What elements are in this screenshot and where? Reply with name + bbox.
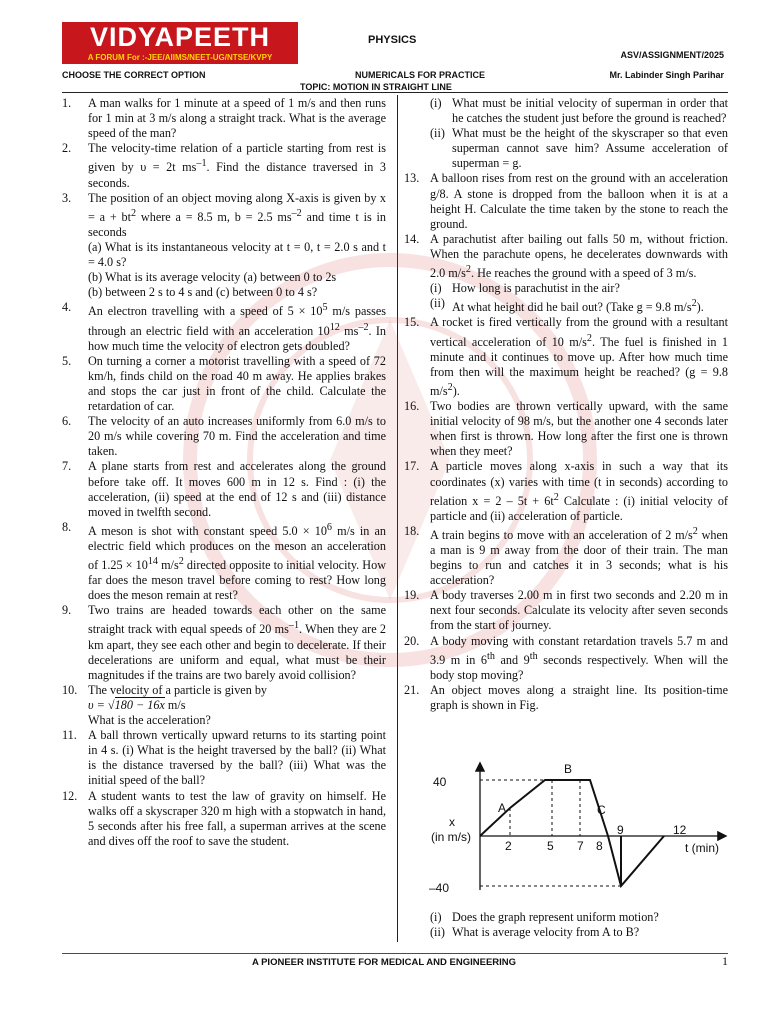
superscript: 2 xyxy=(586,332,592,344)
question-part-a: (a) What is its instantaneous velocity at t = 0, t = 2.0 s and t = 4.0 s? xyxy=(88,239,386,270)
question-number: 3. xyxy=(62,190,72,205)
superscript: 14 xyxy=(147,556,158,568)
question-10 xyxy=(62,683,386,698)
question-21-parts xyxy=(404,910,728,940)
question-number: 13. xyxy=(404,171,420,186)
question-text: A rocket is fired vertically from the ground with a resultant vertical acceleration of 10 m/s xyxy=(430,315,728,349)
question-21-part-ii: (ii) What is average velocity from A to B? xyxy=(430,925,640,940)
question-16 xyxy=(404,399,728,459)
logo-title: VIDYAPEETH xyxy=(62,22,298,52)
question-2 xyxy=(62,141,386,190)
question-17 xyxy=(404,459,728,523)
question-20 xyxy=(404,634,728,683)
left-column xyxy=(62,96,386,849)
header-rule xyxy=(62,92,728,93)
question-text: A body moving with constant retardation travels 5.7 m and 3.9 m in 6 xyxy=(430,633,728,667)
question-7 xyxy=(62,459,386,519)
question-text: A particle moves along x-axis in such a way that its coordinates (x) varies with time (t in seconds) according to relation x = 2 – 5t + 6t xyxy=(430,459,728,508)
question-text: An electron travelling with a speed of 5 × 10 xyxy=(88,304,323,319)
question-text: How long is parachutist in the air? xyxy=(452,281,620,296)
x-tick-8: 8 xyxy=(596,839,603,853)
question-text: m/s in an electric field which produces on the meson an acceleration of 1.25 × 10 xyxy=(88,523,386,573)
question-number: 14. xyxy=(404,231,420,246)
question-9 xyxy=(62,603,386,683)
question-text: A balloon rises from rest on the ground with an acceleration g/8. A stone is dropped from the balloon when it is at a height H. Calculate the time taken by the stone to reach the ground. xyxy=(430,171,728,231)
question-number: 10. xyxy=(62,682,78,697)
question-11 xyxy=(62,728,386,788)
question-text: and time t is in seconds xyxy=(88,209,386,239)
x-tick-7: 7 xyxy=(577,839,584,853)
question-text: ms xyxy=(339,323,359,338)
question-text: What must be initial velocity of superman in order that he catches the student just before the ground is reached? xyxy=(452,96,728,126)
subject-title: PHYSICS xyxy=(368,34,417,46)
question-number: 2. xyxy=(62,141,72,156)
question-3 xyxy=(62,191,386,301)
superscript: 2 xyxy=(131,207,137,219)
question-12 xyxy=(62,789,386,849)
x-tick-5: 5 xyxy=(547,839,554,853)
superscript: th xyxy=(529,650,538,662)
question-10-ask xyxy=(62,713,386,728)
formula-radicand: 180 − 16x xyxy=(114,698,165,712)
question-18 xyxy=(404,524,728,588)
question-14-part-i: (i) How long is parachutist in the air? xyxy=(430,281,620,296)
question-text: A parachutist after bailing out falls 50 m, without friction. When the parachute opens, he decelerates downwards with 2.0 m/s xyxy=(430,231,728,281)
question-number: 21. xyxy=(404,682,420,697)
superscript: 12 xyxy=(329,321,340,333)
question-text: when a man is 9 m away from the door of their train. The man begins to run and catches it in 3 seconds; what is his acceleration? xyxy=(430,527,728,588)
superscript: –2 xyxy=(291,207,302,219)
y-tick-minus-40: –40 xyxy=(429,881,450,895)
superscript: 2 xyxy=(447,381,453,393)
question-number: 7. xyxy=(62,459,72,474)
x-tick-12: 12 xyxy=(673,823,687,837)
x-tick-9: 9 xyxy=(617,823,624,837)
question-text: where a = 8.5 m, b = 2.5 ms xyxy=(136,209,292,224)
footer-tagline: A PIONEER INSTITUTE FOR MEDICAL AND ENGINEERING xyxy=(251,957,517,968)
superscript: –1 xyxy=(196,158,207,170)
question-number: 17. xyxy=(404,459,420,474)
formula-unit: m/s xyxy=(164,698,186,712)
y-tick-40: 40 xyxy=(433,775,447,789)
question-text: and 9 xyxy=(494,652,530,667)
question-12-part-ii: (ii) What must be the height of the skyscraper so that even superman cannot save him? Assume acceleration of superman = g. xyxy=(430,126,728,171)
question-number: 16. xyxy=(404,399,420,414)
x-axis-label: t (min) xyxy=(685,841,719,855)
question-text: ). xyxy=(696,300,704,315)
question-14 xyxy=(404,232,728,316)
question-number: 6. xyxy=(62,414,72,429)
point-label-c: C xyxy=(597,803,606,817)
question-text: The velocity of an auto increases uniformly from 6.0 m/s to 20 m/s while covering 70 m. Find the acceleration and time taken. xyxy=(88,414,386,459)
question-text: A meson is shot with constant speed 5.0 × 10 xyxy=(88,523,327,538)
question-text: Two trains are headed towards each other on the same straight track with equal speeds of 20 ms xyxy=(88,603,386,637)
y-axis-label: x xyxy=(449,815,455,829)
question-text: . Find the distance traversed in 3 seconds. xyxy=(88,160,386,190)
question-text: Calculate : (i) initial velocity of particle and (ii) acceleration of particle. xyxy=(430,493,728,523)
superscript: 2 xyxy=(692,525,698,537)
question-text: What is average velocity from A to B? xyxy=(452,925,640,940)
question-21-part-i: (i) Does the graph represent uniform motion? xyxy=(430,910,659,924)
footer-rule xyxy=(62,953,728,954)
superscript: 2 xyxy=(691,298,697,310)
question-21 xyxy=(404,683,728,713)
topic-title: TOPIC: MOTION IN STRAIGHT LINE xyxy=(300,82,452,92)
question-number: 1. xyxy=(62,96,72,110)
question-text: seconds respectively. When will the body stop moving? xyxy=(430,652,728,682)
question-number: 18. xyxy=(404,523,420,538)
question-5 xyxy=(62,354,386,414)
question-text: A body traverses 2.00 m in first two seconds and 2.20 m in next four seconds. Calculate its velocity after seven seconds from the start of journey. xyxy=(430,588,728,633)
question-text: Does the graph represent uniform motion? xyxy=(452,910,659,924)
question-text: A plane starts from rest and accelerates along the ground before take off. It moves 600 m in 12 s. Find : (i) the acceleration, (ii) speed at the end of 12 s and (iii) distance moved in twelfth second. xyxy=(88,459,386,519)
question-number: 4. xyxy=(62,300,72,315)
question-number: 20. xyxy=(404,633,420,648)
question-text: An object moves along a straight line. Its position-time graph is shown in Fig. xyxy=(430,682,728,712)
formula-lhs: υ = xyxy=(88,698,108,712)
question-number: 19. xyxy=(404,588,420,603)
question-number: 11. xyxy=(62,728,77,743)
position-time-graph xyxy=(425,760,730,902)
question-part-c: (b) between 2 s to 4 s and (c) between 0 to 4 s? xyxy=(88,285,318,300)
question-text: A man walks for 1 minute at a speed of 1 m/s and then runs for 1 min at 3 m/s along a straight track. What is the average speed of the man? xyxy=(88,96,386,141)
right-column xyxy=(404,96,728,713)
superscript: 2 xyxy=(465,264,471,276)
question-text: . In how much time the velocity of electron gets doubled? xyxy=(88,323,386,353)
question-6 xyxy=(62,414,386,459)
question-4 xyxy=(62,300,386,353)
question-text: A student wants to test the law of gravity on himself. He walks off a skyscraper 320 m high with a stopwatch in hand, 5 seconds after his free fall, a superman arrives at the scene and dives off the roof to save the student. xyxy=(88,788,386,848)
question-19 xyxy=(404,588,728,633)
question-text: The position of an object moving along X-axis is given by x = a + bt xyxy=(88,190,386,224)
question-text: At what height did he bail out? (Take g = 9.8 m/s xyxy=(452,300,692,315)
teacher-name: Mr. Labinder Singh Parihar xyxy=(609,70,724,80)
question-8 xyxy=(62,520,386,604)
question-14-part-ii: (ii) At what height did he bail out? (Take g = 9.8 $m/s^2$). xyxy=(430,296,704,315)
instruction-label: CHOOSE THE CORRECT OPTION xyxy=(62,70,206,80)
page-number: 1 xyxy=(722,954,728,968)
question-text: A ball thrown vertically upward returns to its starting point in 4 s. (i) What is the height traversed by the ball? (ii) What is the distance traversed by the ball? (iii) What was the initial speed of the ball? xyxy=(88,728,386,788)
question-text: m/s xyxy=(157,558,179,573)
point-label-a: A xyxy=(498,801,507,815)
question-text: m/s passes through an electric field with an acceleration 10 xyxy=(88,304,386,338)
superscript: –1 xyxy=(288,620,300,632)
question-number: 8. xyxy=(62,519,72,534)
question-text: The velocity-time relation of a particle starting from rest is given by υ = 2t ms xyxy=(88,141,386,175)
question-13 xyxy=(404,171,728,231)
superscript: th xyxy=(487,650,495,662)
velocity-formula: υ = √180 − 16x m/s xyxy=(88,698,186,712)
question-number: 5. xyxy=(62,353,72,368)
question-12-part-i: (i) What must be initial velocity of superman in order that he catches the student just before the ground is reached? xyxy=(430,96,728,126)
question-text: On turning a corner a motorist travelling with a speed of 72 km/h, finds child on the road 40 m away. He applies brakes and stops the car just in front of the child. Calculate the retardation of car. xyxy=(88,353,386,414)
question-text: The velocity of a particle is given by xyxy=(88,682,268,697)
point-label-b: B xyxy=(564,762,573,776)
question-text: Two bodies are thrown vertically upward, with the same initial velocity of 98 m/s, but the another one 4 seconds later when first is thrown. How long after the first one is thrown when they meet? xyxy=(430,399,728,459)
assignment-code: ASV/ASSIGNMENT/2025 xyxy=(620,50,724,60)
question-text: ). xyxy=(452,383,460,398)
x-tick-2: 2 xyxy=(505,839,512,853)
y-axis-unit: (in m/s) xyxy=(431,830,471,844)
question-1 xyxy=(62,96,386,141)
question-text: directed opposite to initial velocity. How far does the meson travel before coming to rest? How long does the meson remain at rest? xyxy=(88,558,386,603)
question-text: What is the acceleration? xyxy=(88,713,211,728)
superscript: 5 xyxy=(322,302,328,314)
superscript: 2 xyxy=(553,491,559,503)
question-text: . He reaches the ground with a speed of 3 m/s. xyxy=(470,266,697,281)
question-text: . The fuel is finished in 1 minute and it continues to move up. After how much time from then will the maximum height be reached? (g = 9.8 m/s xyxy=(430,334,728,398)
worksheet-title: NUMERICALS FOR PRACTICE xyxy=(355,70,485,80)
question-number: 9. xyxy=(62,603,72,618)
question-text: What must be the height of the skyscraper so that even superman cannot save him? Assume acceleration of superman = g. xyxy=(452,126,728,171)
question-text: . When they are 2 km apart, they see each other and begin to decelerate. If their decelerations are uniform and equal, what must be their magnitudes if the trains are two barely avoid collision? xyxy=(88,622,386,682)
vidyapeeth-logo xyxy=(62,22,298,66)
superscript: –2 xyxy=(358,321,369,333)
superscript: 2 xyxy=(178,556,184,568)
superscript: 6 xyxy=(326,521,332,533)
question-part-b: (b) What is its average velocity (a) between 0 to 2s xyxy=(88,270,337,285)
logo-subtitle: A FORUM For :-JEE/AIIMS/NEET-UG/NTSE/KVPY xyxy=(62,52,298,64)
question-15 xyxy=(404,315,728,399)
position-curve xyxy=(480,780,664,886)
question-text: A train begins to move with an acceleration of 2 m/s xyxy=(430,527,693,542)
question-number: 12. xyxy=(62,788,78,803)
question-number: 15. xyxy=(404,315,420,330)
